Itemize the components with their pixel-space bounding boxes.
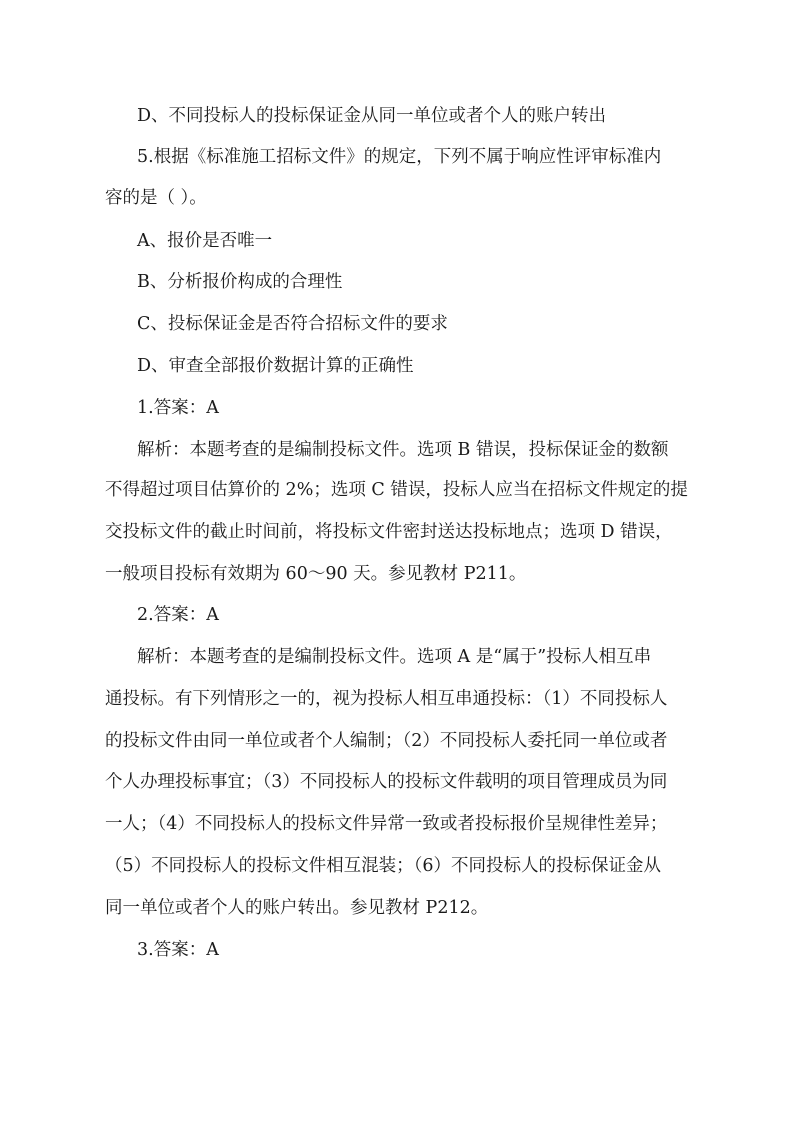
answer-1-analysis-line-3: 交投标文件的截止时间前，将投标文件密封送达投标地点；选项 D 错误， <box>105 522 673 542</box>
answer-2-analysis-line-6: （5）不同投标人的投标文件相互混装；（6）不同投标人的投标保证金从 <box>105 856 662 876</box>
question-5-line-1: 5.根据《标准施工招标文件》的规定，下列不属于响应性评审标准内 <box>137 147 662 167</box>
answer-2-heading: 2.答案：A <box>137 605 219 625</box>
answer-1-analysis-line-4: 一般项目投标有效期为 60～90 天。参见教材 P211。 <box>105 564 527 584</box>
answer-2-analysis-line-4: 个人办理投标事宜；（3）不同投标人的投标文件载明的项目管理成员为同 <box>105 772 668 792</box>
answer-1-analysis-line-2: 不得超过项目估算价的 2%；选项 C 错误，投标人应当在招标文件规定的提 <box>105 480 688 500</box>
answer-2-analysis-line-7: 同一单位或者个人的账户转出。参见教材 P212。 <box>105 898 489 918</box>
answer-2-analysis-line-5: 一人；（4）不同投标人的投标文件异常一致或者投标报价呈规律性差异； <box>105 814 668 834</box>
answer-2-analysis-line-1: 解析：本题考查的是编制投标文件。选项 A 是“属于”投标人相互串 <box>137 647 652 667</box>
option-d-q5: D、审查全部报价数据计算的正确性 <box>137 356 414 376</box>
answer-3-heading: 3.答案：A <box>137 940 219 960</box>
answer-1-analysis-line-1: 解析：本题考查的是编制投标文件。选项 B 错误，投标保证金的数额 <box>137 440 669 460</box>
answer-2-analysis-line-2: 通投标。有下列情形之一的，视为投标人相互串通投标：（1）不同投标人 <box>105 689 668 709</box>
answer-2-analysis-line-3: 的投标文件由同一单位或者个人编制；（2）不同投标人委托同一单位或者 <box>105 731 668 751</box>
option-d-q4: D、不同投标人的投标保证金从同一单位或者个人的账户转出 <box>137 106 607 126</box>
option-b-q5: B、分析报价构成的合理性 <box>137 272 343 292</box>
answer-1-heading: 1.答案：A <box>137 398 219 418</box>
option-a-q5: A、报价是否唯一 <box>137 231 273 251</box>
option-c-q5: C、投标保证金是否符合招标文件的要求 <box>137 314 448 334</box>
question-5-line-2: 容的是（ ）。 <box>105 188 207 208</box>
